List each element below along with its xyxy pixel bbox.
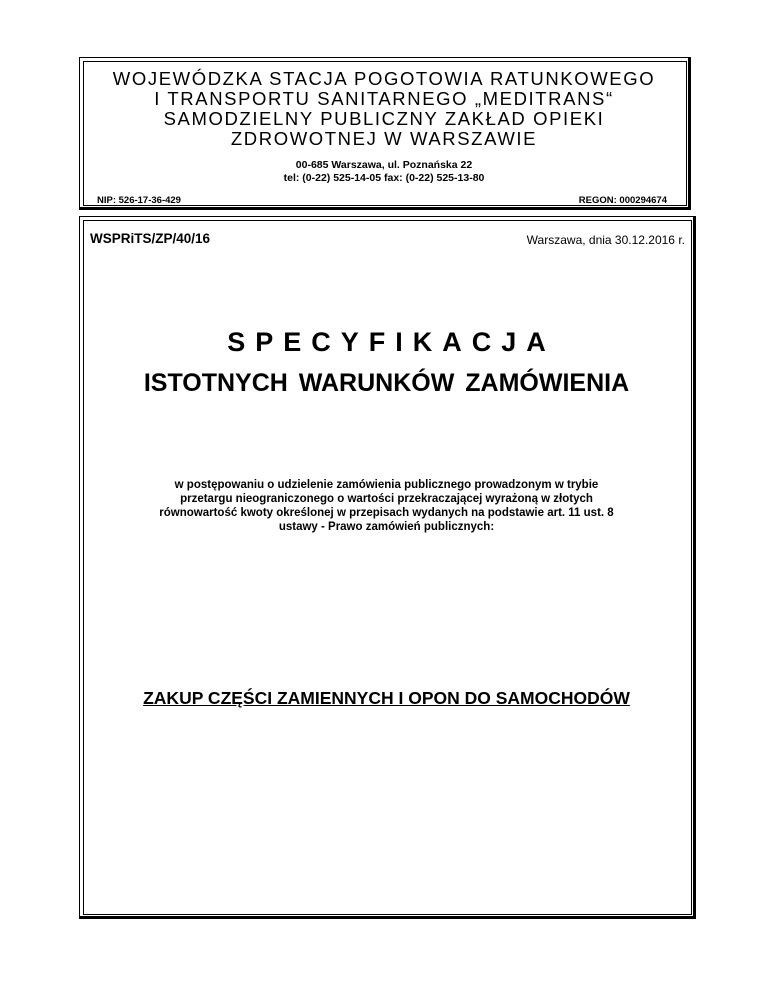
regon-number: REGON: 000294674 — [578, 195, 667, 206]
procedure-description — [100, 478, 673, 534]
procurement-subject: ZAKUP CZĘŚCI ZAMIENNYCH I OPON DO SAMOCHODÓW — [143, 688, 630, 708]
document-subtitle: ISTOTNYCH WARUNKÓW ZAMÓWIENIA — [143, 369, 630, 397]
org-name-line: ZDROWOTNEJ W WARSZAWIE — [230, 128, 538, 149]
address-line: 00-685 Warszawa, ul. Poznańska 22 — [295, 159, 473, 171]
procedure-line: równowartość kwoty określonej w przepisach wydanych na podstawie art. 11 ust. 8 — [159, 507, 614, 519]
document-date: Warszawa, dnia 30.12.2016 r. — [526, 233, 685, 247]
org-name-line: I TRANSPORTU SANITARNEGO „MEDITRANS“ — [154, 88, 614, 109]
document-title: SPECYFIKACJA — [227, 327, 556, 357]
org-name-line: SAMODZIELNY PUBLICZNY ZAKŁAD OPIEKI — [163, 108, 605, 129]
procedure-line: przetargu nieograniczonego o wartości przekraczającej wyrażoną w złotych — [180, 493, 593, 505]
phone-line: tel: (0-22) 525-14-05 fax: (0-22) 525-13-80 — [283, 172, 485, 184]
reference-number: WSPRiTS/ZP/40/16 — [90, 231, 211, 246]
organization-name — [80, 69, 688, 149]
nip-number: NIP: 526-17-36-429 — [97, 195, 181, 206]
procedure-line: w postępowaniu o udzielenie zamówienia publicznego prowadzonym w trybie — [174, 479, 599, 491]
procedure-line: ustawy - Prawo zamówień publicznych: — [278, 521, 495, 533]
document-inner-border — [83, 220, 692, 915]
document-frame — [79, 216, 696, 919]
header-frame — [79, 57, 691, 210]
contact-block — [80, 159, 688, 185]
org-name-line: WOJEWÓDZKA STACJA POGOTOWIA RATUNKOWEGO — [112, 68, 656, 89]
